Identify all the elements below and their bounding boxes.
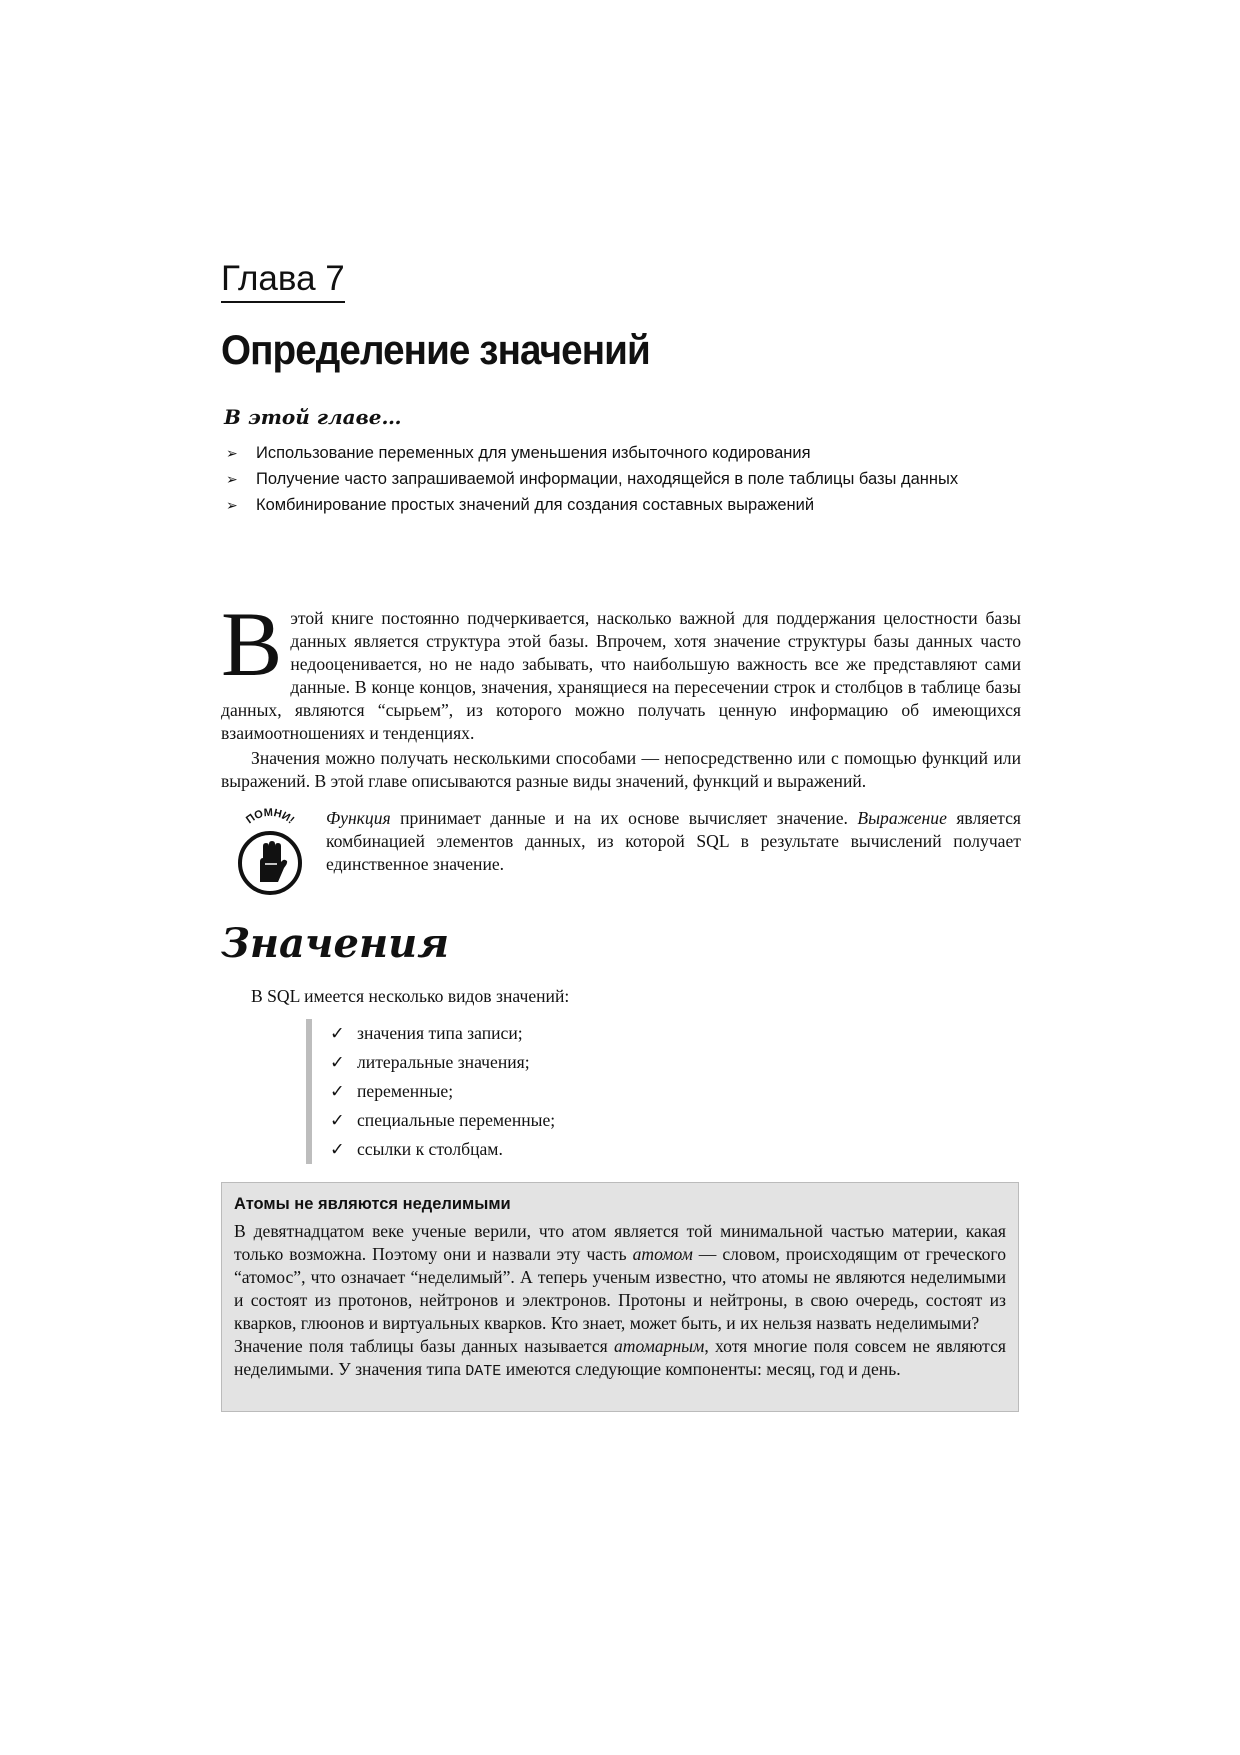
list-item: [226, 466, 986, 492]
code-date: DATE: [465, 1363, 502, 1380]
check-icon: ✓: [330, 1081, 345, 1101]
chapter-label: Глава 7: [221, 259, 345, 303]
list-item-text: переменные;: [357, 1081, 454, 1101]
list-item-text: литеральные значения;: [357, 1052, 530, 1072]
list-item-text: ссылки к столбцам.: [357, 1139, 503, 1159]
term-atomic: атомарным: [614, 1336, 705, 1356]
intro-paragraph-2: Значения можно получать несколькими способами — непосредственно или с помощью функций или выражений. В этой главе описываются разные виды значений, функций и выражений.: [221, 748, 1021, 791]
check-icon: ✓: [330, 1052, 345, 1072]
check-icon: ✓: [330, 1023, 345, 1043]
list-item: [330, 1135, 730, 1164]
remember-icon-label: ПОМНИ!: [244, 806, 297, 827]
intro-paragraph-text: этой книге постоянно подчеркивается, насколько важной для поддержания целостности базы данных является структура этой базы. Впрочем, хотя значение структуры базы данных часто недооценивается, но не надо забывать, что наибольшую важность все же представляют сами данные. В конце концов, значения, хранящиеся на пересечении строк и столбцов в таблице базы данных, являются “сырьем”, из которого можно получать ценную информацию об имеющихся взаимоотношениях и тенденциях.: [221, 608, 1021, 743]
sidebar-text: Значение поля таблицы базы данных называется: [234, 1336, 614, 1356]
topic-text: Получение часто запрашиваемой информации, находящейся в поле таблицы базы данных: [256, 470, 959, 488]
section-intro: В SQL имеется несколько видов значений:: [251, 986, 570, 1006]
sidebar-title: Атомы не являются неделимыми: [234, 1195, 511, 1213]
sidebar-text: — словом, происходящим от греческого “атомос”, что означает “неделимый”. А теперь ученым известно, что атомы не являются неделимыми и состоят из протонов, нейтронов и электронов. Протоны и нейтроны, в свою очередь, состоят из кварков, глюонов и виртуальных кварков. Кто знает, может быть, и их нельзя назвать неделимыми?: [234, 1244, 1006, 1333]
list-item: [330, 1019, 730, 1048]
term-atom: атомом: [632, 1244, 693, 1264]
remember-hand-icon: [232, 806, 308, 896]
sidebar-text: , хотя многие поля совсем не являются неделимыми. У значения типа: [234, 1336, 1006, 1379]
section-heading: Значения: [221, 920, 450, 967]
in-this-chapter-heading: В этой главе…: [224, 405, 402, 429]
arrow-bullet-icon: ➢: [226, 445, 238, 461]
chapter-topics-list: [226, 440, 986, 518]
topic-text: Использование переменных для уменьшения избыточного кодирования: [256, 444, 811, 462]
topic-text: Комбинирование простых значений для создания составных выражений: [256, 496, 815, 514]
list-item: [330, 1106, 730, 1135]
sidebar-paragraph-1: [234, 1220, 1006, 1335]
list-item-text: специальные переменные;: [357, 1110, 556, 1130]
sidebar-paragraph-2: [234, 1335, 1006, 1383]
list-item: [330, 1048, 730, 1077]
svg-text:ПОМНИ!: [244, 807, 296, 827]
drop-cap: В: [221, 593, 283, 695]
arrow-bullet-icon: ➢: [226, 497, 238, 513]
sidebar-box: [221, 1182, 1019, 1412]
list-item: [226, 440, 986, 466]
remember-text-1: принимает данные и на их основе вычисляет значение.: [390, 808, 858, 828]
arrow-bullet-icon: ➢: [226, 471, 238, 487]
intro-paragraph: [221, 593, 1021, 745]
remember-text-2: является комбинацией элементов данных, из которой SQL в результате вычислений получает единственное значение.: [326, 808, 1021, 874]
sidebar-text: В девятнадцатом веке ученые верили, что атом является той минимальной частью материи, какая только возможна. Поэтому они и назвали эту часть: [234, 1221, 1006, 1264]
chapter-title: Определение значений: [221, 326, 650, 373]
term-function: Функция: [326, 808, 391, 828]
check-icon: ✓: [330, 1139, 345, 1159]
list-item: [330, 1077, 730, 1106]
list-item-text: значения типа записи;: [357, 1023, 523, 1043]
sidebar-text: имеются следующие компоненты: месяц, год и день.: [501, 1359, 901, 1379]
term-expression: Выражение: [857, 808, 947, 828]
check-icon: ✓: [330, 1110, 345, 1130]
remember-note: [326, 807, 1021, 876]
value-types-list: [306, 1019, 730, 1164]
list-item: [226, 492, 986, 518]
